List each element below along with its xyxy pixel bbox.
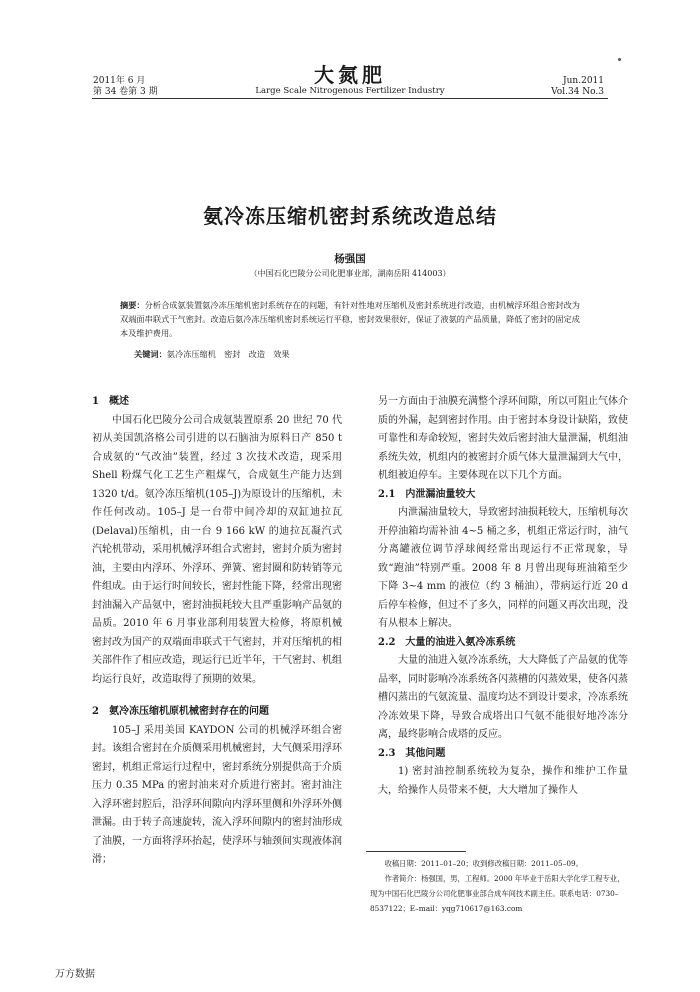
abstract-label: 摘要：	[120, 300, 145, 310]
footnote-author-bio: 作者简介：杨强国，男，工程师。2000 年毕业于岳阳大学化学工程专业，现为中国石化巴陵分公司化肥事业部合成车间技术副主任。联系电话：0730–8537122；E–mail：yqg710617@163.com	[370, 874, 625, 913]
header-volume: 第 34 卷第 3 期	[93, 87, 158, 97]
keywords-text: 氨冷冻压缩机 密封 改造 效果	[166, 349, 290, 359]
footnote-received: 收稿日期：2011–01–20；收到修改稿日期：2011–05–09。	[384, 859, 583, 868]
section-2-3-paragraph: 1) 密封油控制系统较为复杂，操作和维护工作量大，给操作人员带来不便，大大增加了操作人	[378, 766, 628, 796]
section-2-2-heading: 2.2 大量的油进入氨冷冻系统	[378, 636, 516, 648]
scan-speck	[618, 58, 621, 61]
section-1-heading: 1 概述	[92, 396, 129, 407]
abstract-text: 分析合成氨装置氨冷冻压缩机密封系统存在的问题，有针对性地对压缩机及密封系统进行改造，由机械浮环组合密封改为双端面串联式干气密封。改造后氨冷冻压缩机密封系统运行平稳，密封效果很好，保证了液氨的产品质量，降低了密封的固定成本及维护费用。	[120, 300, 580, 338]
footnote-rule	[366, 851, 466, 852]
header-date-en: Jun.2011	[563, 76, 604, 86]
abstract	[120, 298, 580, 340]
right-column	[378, 393, 628, 800]
footer-watermark: 万方数据	[55, 969, 95, 980]
section-1-paragraph: 中国石化巴陵分公司合成氨装置原系 20 世纪 70 代初从美国凯洛格公司引进的以石脑油为原料日产 850 t 合成氨的“气改油”装置，经过 3 次技术改造，现采用 Shell 粉煤气化工艺生产粗煤气，合成氨生产能力达到 1320 t/d。氨冷冻压缩机(105–J)为原设计的压缩机，未作任何改动。105–J 是一台带中间冷却的双缸迪拉瓦(Delaval)压缩机，由一台 9 166 kW 的迪拉瓦凝汽式汽轮机带动，采用机械浮环组合式密封，密封介质为密封油，主要由内浮环、外浮环、弹簧、密封圈和防转销等元件组成。由于运行时间较长，密封性能下降，经常出现密封油漏入产品氨中，密封油损耗较大且严重影响产品氨的品质。2010 年 6 月事业部利用装置大检修，将原机械密封改为国产的双端面串联式干气密封，并对压缩机的相关部件作了相应改造，现运行已近半年，干气密封、机组均运行良好，改造取得了预期的效果。	[92, 414, 342, 685]
header-center	[200, 64, 500, 97]
header-left	[93, 76, 158, 98]
journal-logo: 大氮肥	[314, 63, 386, 87]
section-2-paragraph: 105–J 采用美国 KAYDON 公司的机械浮环组合密封。该组合密封在介质侧采用机械密封，大气侧采用浮环密封，机组正常运行过程中，密封系统分别提供高于介质压力 0.35 MPa 的密封油来对介质进行密封。密封油注入浮环密封腔后，沿浮环间隙向内浮环里侧和外浮环外侧泄漏。由于转子高速旋转，流入浮环间隙内的密封油形成了油膜，一方面将浮环抬起，使浮环与轴颈间实现液体润滑；	[92, 724, 342, 865]
keywords-label: 关键词：	[134, 349, 167, 359]
header-date: 2011年 6 月	[93, 76, 146, 86]
header-volume-en: Vol.34 No.3	[551, 87, 604, 97]
keywords	[134, 349, 290, 360]
footnote	[370, 856, 628, 916]
header-rule	[92, 98, 608, 99]
section-2-heading: 2 氨冷冻压缩机原机械密封存在的问题	[92, 706, 269, 717]
section-2-2-paragraph: 大量的油进入氨冷冻系统，大大降低了产品氨的优等品率，同时影响冷冻系统各闪蒸槽的闪蒸效果，使各闪蒸槽闪蒸出的气氨流量、温度均达不到设计要求，冷冻系统冷冻效果下降，导致合成塔出口气氨不能很好地冷冻分离，最终影响合成塔的反应。	[378, 655, 628, 740]
continued-paragraph: 另一方面由于油膜充满整个浮环间隙，所以可阻止气体介质的外漏，起到密封作用。由于密封本身设计缺陷，致使可靠性和寿命较短，密封失效后密封油大量泄漏，机组油系统失效，机组内的被密封介质气体大量泄漏到大气中，机组被迫停车。主要体现在以下几个方面。	[378, 396, 628, 481]
section-2-1-heading: 2.1 内泄漏油量较大	[378, 488, 476, 500]
journal-english-name: Large Scale Nitrogenous Fertilizer Industry	[255, 86, 445, 96]
section-2-3-heading: 2.3 其他问题	[378, 747, 446, 759]
article-title: 氨冷冻压缩机密封系统改造总结	[203, 204, 497, 228]
left-column	[92, 393, 342, 870]
header-right	[551, 76, 604, 98]
article-author: 杨强国	[334, 253, 366, 265]
article-affiliation: （中国石化巴陵分公司化肥事业部，湖南岳阳 414003）	[249, 269, 451, 278]
section-2-1-paragraph: 内泄漏油量较大，导致密封油损耗较大，压缩机每次开停油箱均需补油 4~5 桶之多，机组正常运行时，油气分离罐液位调节浮球阀经常出现运行不正常现象，导致“跑油”特别严重。2008 年 8 月曾出现每班油箱至少下降 3~4 mm 的液位（约 3 桶油），带病运行近 20 d 后停车检修，但过不了多久，同样的问题又再次出现，没有从根本上解决。	[378, 507, 628, 629]
